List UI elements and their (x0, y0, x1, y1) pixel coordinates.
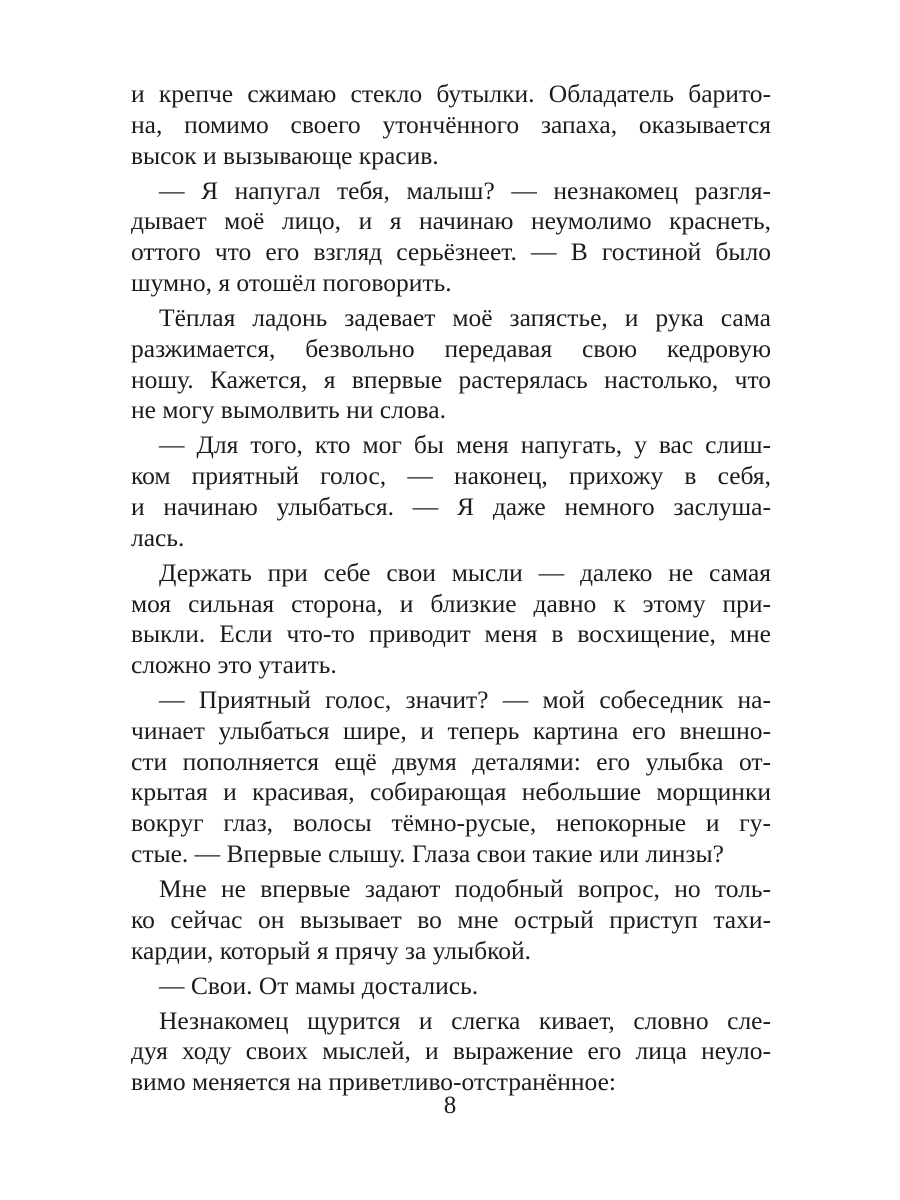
text-line: Мне не впервые задают подобный вопрос, но толь- (159, 874, 771, 904)
text-line: — Для того, кто мог бы меня напугать, у вас слиш- (159, 430, 771, 460)
text-line: ношу. Кажется, я впервые растерялась настолько, что (131, 364, 771, 394)
text-line: моя сильная сторона, и близкие давно к этому при- (131, 588, 771, 618)
text-line: вимо меняется на приветливо-отстранённое: (131, 1067, 616, 1097)
text-line: разжимается, безвольно передавая свою кедровую (131, 333, 771, 363)
text-line: кардии, который я прячу за улыбкой. (131, 935, 531, 965)
text-line: ко сейчас он вызывает во мне острый приступ тахи- (131, 904, 771, 934)
text-line: стые. — Впервые слышу. Глаза свои такие или линзы? (131, 839, 724, 869)
text-line: Незнакомец щурится и слегка кивает, словно сле- (159, 1005, 771, 1035)
text-line: Держать при себе свои мысли — далеко не самая (159, 557, 771, 587)
text-line: ком приятный голос, — наконец, прихожу в себя, (131, 461, 771, 491)
text-line: Тёплая ладонь задевает моё запястье, и рука сама (159, 302, 771, 332)
page-number: 8 (443, 1092, 457, 1119)
text-line: шумно, я отошёл поговорить. (131, 267, 452, 297)
text-line: вокруг глаз, волосы тёмно-русые, непокорные и гу- (131, 808, 771, 838)
text-line: — Я напугал тебя, малыш? — незнакомец разгля- (159, 175, 771, 205)
text-line: не могу вымолвить ни слова. (131, 395, 446, 425)
text-line: дуя ходу своих мыслей, и выражение его лица неуло- (131, 1036, 771, 1066)
text-line: сти пополняется ещё двумя деталями: его улыбка от- (131, 746, 771, 776)
text-line: высок и вызывающе красив. (131, 140, 439, 170)
text-line: крытая и красивая, собирающая небольшие морщинки (131, 777, 771, 807)
text-line: сложно это утаить. (131, 650, 337, 680)
text-line: лась. (131, 522, 185, 552)
text-line: чинает улыбаться шире, и теперь картина его внешно- (131, 715, 771, 745)
text-line: дывает моё лицо, и я начинаю неумолимо краснеть, (131, 206, 771, 236)
text-line: и крепче сжимаю стекло бутылки. Обладатель барито- (131, 79, 771, 108)
text-line: выкли. Если что-то приводит меня в восхищение, мне (131, 619, 771, 649)
text-line: и начинаю улыбаться. — Я даже немного заслуша- (131, 491, 771, 521)
text-line: — Свои. От мамы достались. (159, 970, 479, 1000)
page-body (131, 79, 771, 1098)
text-line: оттого что его взгляд серьёзнеет. — В гостиной было (131, 237, 771, 267)
text-line: на, помимо своего утончённого запаха, оказывается (131, 109, 771, 139)
text-line: — Приятный голос, значит? — мой собеседник на- (159, 685, 771, 715)
